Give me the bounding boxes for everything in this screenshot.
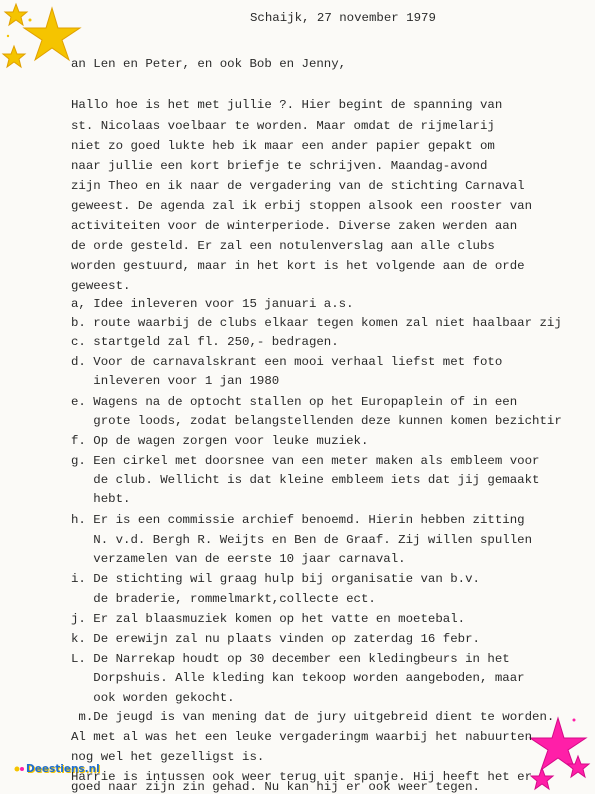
agenda-item-g-cont: hebt. — [71, 492, 131, 506]
agenda-item-g-cont: de club. Wellicht is dat kleine embleem iets dat jij gemaakt — [71, 473, 540, 487]
agenda-item-h: h. Er is een commissie archief benoemd. Hierin hebben zitting — [71, 513, 525, 527]
agenda-item-i-cont: de braderie, rommelmarkt,collecte ect. — [71, 592, 376, 606]
agenda-item-e-cont: grote loods, zodat belangstellenden deze kunnen komen bezichtir — [71, 414, 562, 428]
star-icon — [531, 768, 553, 789]
agenda-item-a: a, Idee inleveren voor 15 januari a.s. — [71, 297, 354, 311]
agenda-item-f: f. Op de wagen zorgen voor leuke muziek. — [71, 434, 369, 448]
letter-line: goed naar zijn zin gehad. Nu kan hij er ook weer tegen. — [71, 780, 480, 794]
agenda-item-e: e. Wagens na de optocht stallen op het Europaplein of in een — [71, 395, 518, 409]
agenda-item-b: b. route waarbij de clubs elkaar tegen komen zal niet haalbaar zij — [71, 316, 562, 330]
star-icon — [5, 4, 27, 25]
star-icon — [3, 46, 25, 67]
letter-line: de orde gesteld. Er zal een notulenverslag aan alle clubs — [71, 239, 495, 253]
agenda-item-i: i. De stichting wil graag hulp bij organisatie van b.v. — [71, 572, 480, 586]
logo-dots-icon — [14, 764, 24, 774]
letter-line: niet zo goed lukte heb ik maar een ander papier gepakt om — [71, 139, 495, 153]
star-icon — [24, 8, 80, 60]
letter-salutation: an Len en Peter, en ook Bob en Jenny, — [71, 57, 347, 71]
logo-text: Deestiens.nl — [26, 763, 100, 775]
letter-line: nog wel het gezelligst is. — [71, 750, 265, 764]
agenda-item-d-cont: inleveren voor 1 jan 1980 — [71, 374, 280, 388]
agenda-item-d: d. Voor de carnavalskrant een mooi verhaal liefst met foto — [71, 355, 503, 369]
agenda-item-h-cont: N. v.d. Bergh R. Weijts en Ben de Graaf. Zij willen spullen — [71, 533, 533, 547]
letter-line: worden gestuurd, maar in het kort is het volgende aan de orde — [71, 259, 525, 273]
letter-line: geweest. De agenda zal ik erbij stoppen alsook een rooster van — [71, 199, 533, 213]
agenda-item-j: j. Er zal blaasmuziek komen op het vatte en moetebal. — [71, 612, 466, 626]
letter-line: activiteiten voor de winterperiode. Diverse zaken werden aan — [71, 219, 518, 233]
letter-line: geweest. — [71, 279, 131, 293]
letter-line: Harrie is intussen ook weer terug uit spanje. Hij heeft het er — [71, 770, 533, 784]
letter-line: st. Nicolaas voelbaar te worden. Maar omdat de rijmelarij — [71, 119, 495, 133]
letter-dateline: Schaijk, 27 november 1979 — [250, 11, 436, 25]
letter-line: naar jullie een kort briefje te schrijven. Maandag-avond — [71, 159, 488, 173]
letter-line: zijn Theo en ik naar de vergadering van de stichting Carnaval — [71, 179, 525, 193]
agenda-item-l: L. De Narrekap houdt op 30 december een kledingbeurs in het — [71, 652, 510, 666]
agenda-item-c: c. startgeld zal fl. 250,- bedragen. — [71, 335, 339, 349]
letter-line: Hallo hoe is het met jullie ?. Hier begint de spanning van — [71, 98, 503, 112]
agenda-item-l-cont: ook worden gekocht. — [71, 691, 235, 705]
agenda-item-h-cont: verzamelen van de eerste 10 jaar carnaval. — [71, 552, 406, 566]
agenda-item-k: k. De erewijn zal nu plaats vinden op zaterdag 16 febr. — [71, 632, 480, 646]
letter-line: Al met al was het een leuke vergaderingm waarbij het nabuurten — [71, 730, 533, 744]
agenda-item-g: g. Een cirkel met doorsnee van een meter maken als embleem voor — [71, 454, 540, 468]
agenda-item-l-cont: Dorpshuis. Alle kleding kan tekoop worden aangeboden, maar — [71, 671, 525, 685]
agenda-item-m: m.De jeugd is van mening dat de jury uitgebreid dient te worden. — [71, 710, 555, 724]
